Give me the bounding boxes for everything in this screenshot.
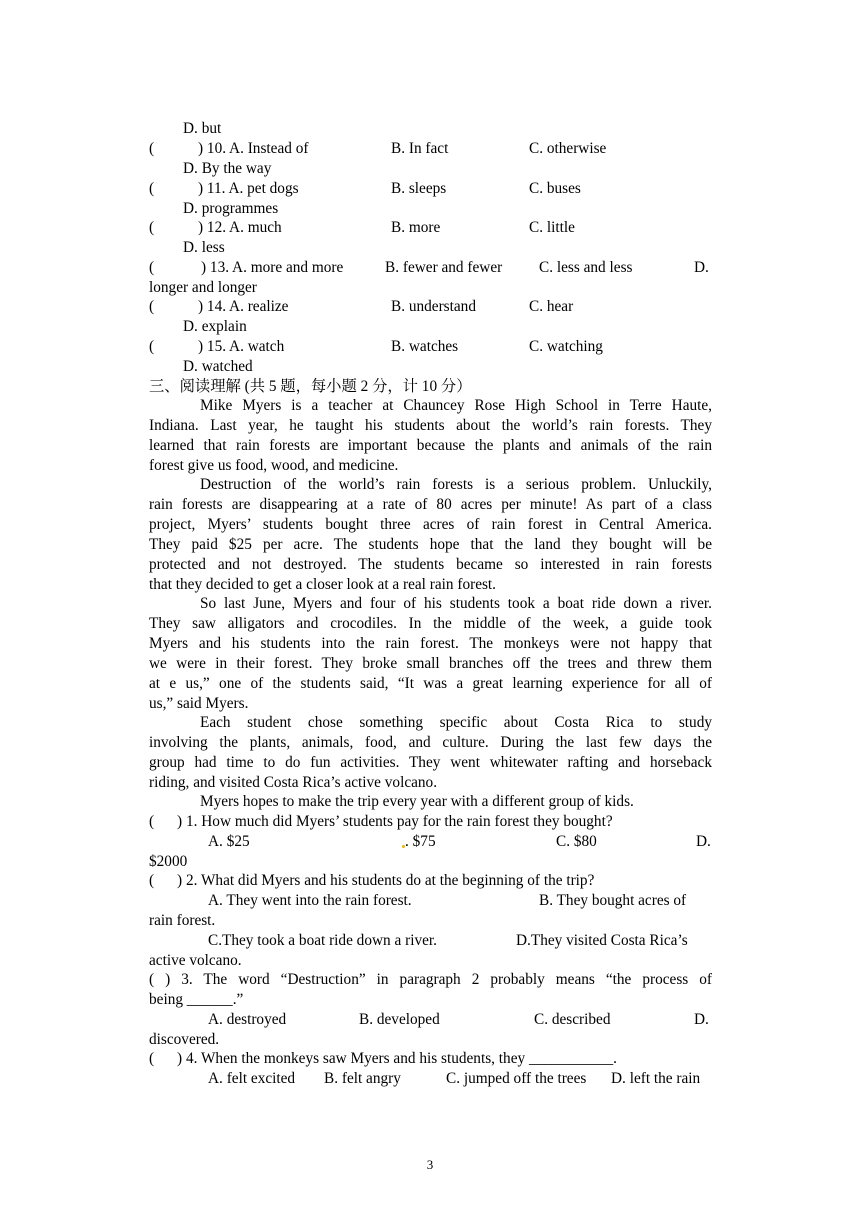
passage-p4-line: involving the plants, animals, food, and culture. During the last few days the (149, 734, 712, 751)
q13-option-d: D. (694, 259, 709, 276)
passage-p4-line: Each student chose something specific about Costa Rica to study (200, 714, 712, 731)
reading-q2-options (149, 891, 712, 911)
r1-option-b: . $75 (404, 832, 436, 852)
q15-option-a: ) 15. A. watch (198, 338, 285, 355)
q11-option-c: C. buses (529, 180, 581, 197)
answer-blank: ( (149, 180, 155, 197)
answer-blank: ( (149, 219, 155, 236)
r2-option-c: C.They took a boat ride down a river. (208, 932, 437, 949)
q12-option-c: C. little (529, 219, 575, 236)
r3-option-c: C. described (534, 1011, 611, 1028)
r4-option-d: D. left the rain (611, 1070, 701, 1087)
q10-option-b: B. In fact (391, 140, 449, 157)
q15-option-c: C. watching (529, 338, 603, 355)
section-3-title: 三、阅读理解 (共 5 题，每小题 2 分，计 10 分） (149, 378, 472, 395)
passage-p2-line: They paid $25 per acre. The students hope that the land they bought will be (149, 536, 712, 553)
passage-p1-line: forest give us food, wood, and medicine. (149, 457, 399, 474)
q12-option-b: B. more (391, 219, 441, 236)
passage-p1-line: Mike Myers is a teacher at Chauncey Rose High School in Terre Haute, (200, 397, 712, 414)
passage-p3-line: us,” said Myers. (149, 695, 249, 712)
answer-blank: ( (149, 140, 155, 157)
reading-q2: ( ) 2. What did Myers and his students do at the beginning of the trip? (149, 872, 595, 889)
q13-option-b: B. fewer and fewer (385, 259, 503, 276)
r2-option-b: B. They bought acres of (539, 892, 687, 909)
passage-p2-line: protected and not destroyed. The students became so interested in rain forests (149, 556, 712, 573)
r4-option-b: B. felt angry (324, 1070, 401, 1087)
q13-option-c: C. less and less (539, 259, 633, 276)
passage-p5-line: Myers hopes to make the trip every year with a different group of kids. (200, 793, 634, 810)
q10-option-d: D. By the way (183, 160, 272, 177)
r1-option-d: D. (696, 833, 711, 850)
passage-p3-line: Myers and his students into the rain forest. The monkeys were not happy that (149, 635, 712, 652)
q14-option-c: C. hear (529, 298, 574, 315)
r4-option-a: A. felt excited (208, 1070, 296, 1087)
r4-option-c: C. jumped off the trees (446, 1070, 587, 1087)
q10-option-c: C. otherwise (529, 140, 607, 157)
q13-option-a: ) 13. A. more and more (201, 259, 344, 276)
answer-blank: ( (149, 338, 155, 355)
reading-q4-options (149, 1069, 712, 1089)
q14-option-d: D. explain (183, 318, 247, 335)
question-11 (149, 179, 712, 199)
q11-option-b: B. sleeps (391, 180, 447, 197)
r1-option-a: A. $25 (208, 833, 250, 850)
q15-option-d: D. watched (183, 358, 253, 375)
r1-option-d-cont: $2000 (149, 853, 188, 870)
q12-option-d: D. less (183, 239, 225, 256)
reading-q2-options-2 (149, 931, 712, 951)
r2-option-a: A. They went into the rain forest. (208, 892, 412, 909)
reading-q1-options (149, 832, 712, 852)
question-13 (149, 258, 712, 278)
answer-blank: ( (149, 259, 155, 276)
question-12 (149, 218, 712, 238)
passage-p3-line: So last June, Myers and four of his students took a boat ride down a river. (200, 595, 712, 612)
r2-option-d-cont: active volcano. (149, 952, 242, 969)
passage-p2-line: Destruction of the world’s rain forests is a serious problem. Unluckily, (200, 476, 712, 493)
q12-option-a: ) 12. A. much (198, 219, 282, 236)
passage-p3-line: at e us,” one of the students said, “It was a great learning experience for all of (149, 675, 712, 692)
r3-option-d: D. (694, 1011, 709, 1028)
r2-option-d: D.They visited Costa Rica’s (516, 932, 688, 949)
passage-p1-line: learned that rain forests are important because the plants and animals of the rain (149, 437, 712, 454)
q10-option-a: ) 10. A. Instead of (198, 140, 309, 157)
q11-option-a: ) 11. A. pet dogs (198, 180, 299, 197)
r3-option-b: B. developed (359, 1011, 440, 1028)
reading-q3: ( ) 3. The word “Destruction” in paragraph 2 probably means “the process of (149, 971, 712, 988)
passage-p2-line: project, Myers’ students bought three acres of rain forest in Central America. (149, 516, 712, 533)
passage-p3-line: They saw alligators and crocodiles. In the middle of the week, a guide took (149, 615, 712, 632)
question-14 (149, 297, 712, 317)
page-number: 3 (426, 1157, 434, 1172)
passage-p4-line: group had time to do fun activities. They went whitewater rafting and horseback (149, 754, 712, 771)
r2-option-b-cont: rain forest. (149, 912, 216, 929)
reading-q3-cont: being ______.” (149, 991, 244, 1008)
q13-option-d-cont: longer and longer (149, 279, 257, 296)
reading-q3-options (149, 1010, 712, 1030)
q9-option-d: D. but (183, 120, 222, 137)
passage-p2-line: that they decided to get a closer look at a real rain forest. (149, 576, 497, 593)
q14-option-a: ) 14. A. realize (198, 298, 289, 315)
passage-p3-line: we were in their forest. They broke small branches off the trees and threw them (149, 655, 712, 672)
q15-option-b: B. watches (391, 338, 459, 355)
question-15 (149, 337, 712, 357)
reading-q4: ( ) 4. When the monkeys saw Myers and his students, they ___________. (149, 1050, 617, 1067)
reading-q1: ( ) 1. How much did Myers’ students pay for the rain forest they bought? (149, 813, 613, 830)
q14-option-b: B. understand (391, 298, 476, 315)
passage-p2-line: rain forests are disappearing at a rate of 80 acres per minute! As part of a class (149, 496, 712, 513)
passage-p4-line: riding, and visited Costa Rica’s active volcano. (149, 774, 438, 791)
r3-option-a: A. destroyed (208, 1011, 287, 1028)
r3-option-d-cont: discovered. (149, 1031, 220, 1048)
passage-p1-line: Indiana. Last year, he taught his students about the world’s rain forests. They (149, 417, 712, 434)
question-10 (149, 139, 712, 159)
answer-blank: ( (149, 298, 155, 315)
r1-option-c: C. $80 (556, 833, 597, 850)
q11-option-d: D. programmes (183, 200, 279, 217)
